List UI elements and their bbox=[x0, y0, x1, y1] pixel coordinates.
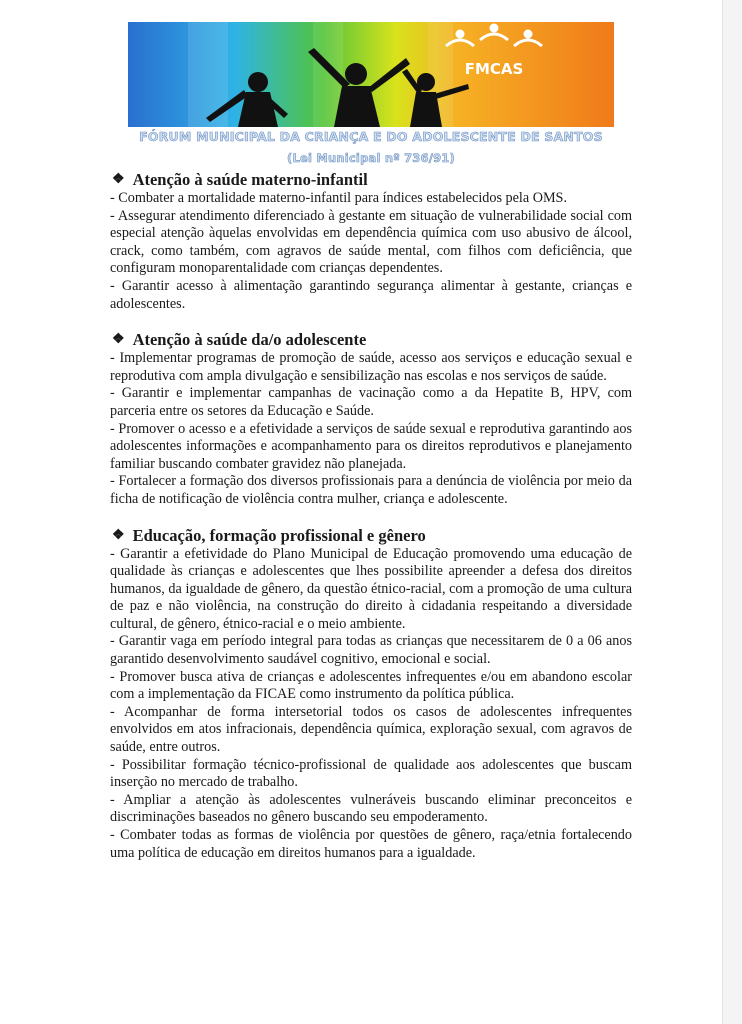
list-item: - Possibilitar formação técnico-profissional de qualidade aos adolescentes que buscam inserção no mercado de trabalho. bbox=[110, 756, 632, 791]
logo-text: FMCAS bbox=[464, 60, 524, 78]
section-education-gender bbox=[110, 526, 632, 863]
list-item: - Combater todas as formas de violência por questões de gênero, raça/etnia fortalecendo uma política de educação em direitos humanos para a igualdade. bbox=[110, 827, 632, 861]
list-item: - Garantir acesso à alimentação garantindo segurança alimentar à gestante, crianças e adolescentes. bbox=[110, 277, 632, 312]
law-reference: (Lei Municipal nº 736/91) bbox=[287, 151, 455, 165]
section-heading-text: Atenção à saúde materno-infantil bbox=[132, 170, 368, 189]
section-heading bbox=[110, 170, 632, 190]
list-item: - Garantir a efetividade do Plano Municipal de Educação promovendo uma educação de qualidade às crianças e adolescentes que lhes possibilite apreender a defesa dos direitos humanos, da igualdade de gênero, da questão étnico-racial, com a promoção de uma cultura de paz e não violência, na construção do direito à cidadania respeitando a diversidade cultural, de gênero, étnico-racial e o meio ambiente. bbox=[110, 545, 632, 632]
document-content bbox=[110, 170, 632, 862]
list-item: - Assegurar atendimento diferenciado à gestante em situação de vulnerabilidade social com especial atenção àquelas envolvidas em dependência química com uso abusivo de álcool, crack, como também, com agravos de saúde mental, com filhos com deficiência, que configuram monoparentalidade com crianças dependentes. bbox=[110, 207, 632, 277]
list-item: - Garantir vaga em período integral para todas as crianças que necessitarem de 0 a 06 anos garantido desenvolvimento saudável cognitivo, emocional e social. bbox=[110, 633, 632, 668]
section-adolescent-health bbox=[110, 330, 632, 508]
list-item: - Promover busca ativa de crianças e adolescentes infrequentes e/ou em abandono escolar com a implementação da FICAE como instrumento da política pública. bbox=[110, 668, 632, 703]
header-banner bbox=[128, 22, 614, 127]
section-maternal-health bbox=[110, 170, 632, 313]
forum-title: FÓRUM MUNICIPAL DA CRIANÇA E DO ADOLESCENTE DE SANTOS bbox=[139, 129, 603, 144]
section-heading-text: Atenção à saúde da/o adolescente bbox=[132, 330, 367, 350]
list-item: - Garantir e implementar campanhas de vacinação como a da Hepatite B, HPV, com parceria entre os setores da Educação e Saúde. bbox=[110, 385, 632, 419]
diamond-bullet-icon: ❖ bbox=[112, 172, 125, 187]
list-item: - Acompanhar de forma intersetorial todos os casos de adolescentes infrequentes envolvidos em atos infracionais, dependência química, exploração sexual, com agravos de saúde, entre outros. bbox=[110, 703, 632, 756]
list-item: - Promover o acesso e a efetividade a serviços de saúde sexual e reprodutiva garantindo aos adolescentes informações e acompanhamento para os direitos reprodutivos e planejamento familiar buscando combater gravidez não planejada. bbox=[110, 420, 632, 472]
list-item: - Implementar programas de promoção de saúde, acesso aos serviços e educação sexual e reprodutiva com ampla divulgação e sensibilização nas escolas e nos serviços de saúde. bbox=[110, 350, 632, 384]
section-heading bbox=[110, 330, 632, 350]
banner-artwork bbox=[128, 22, 614, 127]
diamond-bullet-icon: ❖ bbox=[112, 527, 125, 543]
list-item: - Fortalecer a formação dos diversos profissionais para a denúncia de violência por meio da ficha de notificação de violência contra mulher, criança e adolescente. bbox=[110, 473, 632, 507]
list-item: - Combater a mortalidade materno-infantil para índices estabelecidos pela OMS. bbox=[110, 190, 567, 206]
section-heading-text: Educação, formação profissional e gênero bbox=[132, 525, 426, 545]
diamond-bullet-icon: ❖ bbox=[112, 332, 125, 348]
list-item: - Ampliar a atenção às adolescentes vulneráveis buscando eliminar preconceitos e discriminações baseados no gênero buscando seu empoderamento. bbox=[110, 791, 632, 826]
section-heading bbox=[110, 526, 632, 546]
